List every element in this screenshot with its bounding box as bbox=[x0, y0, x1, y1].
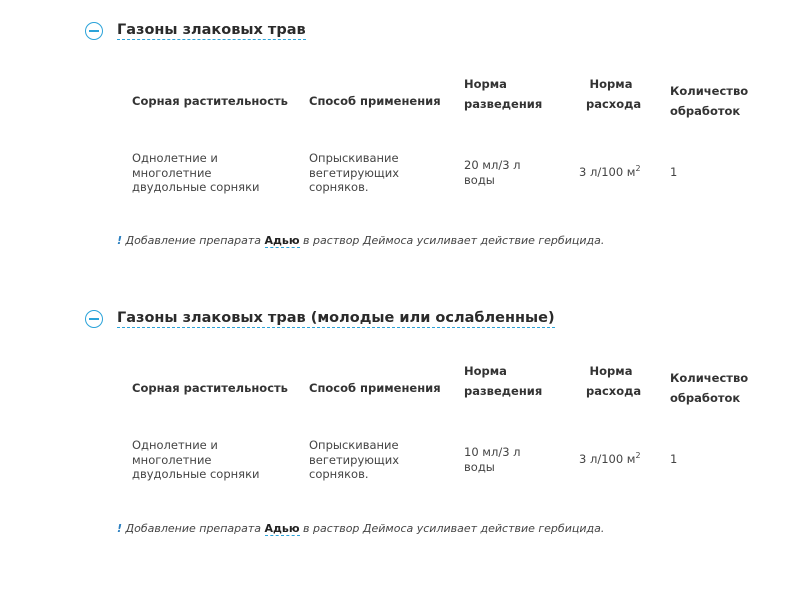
cell-weeds bbox=[132, 438, 260, 482]
col-header-dilution bbox=[464, 74, 542, 114]
cell-weeds-line: Однолетние и bbox=[132, 151, 218, 165]
col-header-dilution-line1: Норма bbox=[464, 77, 507, 91]
note-exclamation: ! bbox=[117, 522, 123, 535]
cell-weeds-line: двудольные сорняки bbox=[132, 180, 260, 194]
cell-method-line: Опрыскивание bbox=[309, 438, 399, 452]
section-lawns-weak bbox=[0, 307, 800, 547]
col-header-rate-line1: Норма bbox=[589, 364, 633, 378]
note-exclamation: ! bbox=[117, 234, 123, 247]
cell-dilution bbox=[464, 445, 521, 474]
cell-rate-value: 3 л/100 м bbox=[579, 165, 636, 179]
cell-weeds-line: многолетние bbox=[132, 165, 212, 180]
product-link-adyu[interactable]: Адью bbox=[264, 522, 300, 535]
cell-weeds-line: двудольные сорняки bbox=[132, 467, 260, 481]
note-text-after: в раствор Деймоса усиливает действие гербицида. bbox=[299, 522, 605, 535]
cell-rate bbox=[579, 452, 641, 467]
cell-method bbox=[309, 438, 399, 482]
cell-dilution-line: 20 мл/3 л bbox=[464, 158, 521, 172]
col-header-dilution-line1: Норма bbox=[464, 364, 507, 378]
note-text-before: Добавление препарата bbox=[122, 522, 265, 535]
col-header-rate bbox=[586, 74, 642, 114]
cell-method-line: вегетирующих bbox=[309, 452, 400, 467]
section-title[interactable]: Газоны злаковых трав (молодые или ослабленные) bbox=[117, 310, 555, 326]
col-header-count-line2: обработок bbox=[670, 391, 741, 405]
note-text-after: в раствор Деймоса усиливает действие гербицида. bbox=[299, 234, 605, 247]
herbicide-note bbox=[117, 522, 604, 535]
cell-dilution-line: 10 мл/3 л bbox=[464, 445, 521, 459]
col-header-method: Способ применения bbox=[309, 381, 441, 395]
herbicide-note bbox=[117, 234, 604, 247]
cell-dilution-line: воды bbox=[464, 459, 495, 474]
cell-weeds bbox=[132, 151, 260, 195]
cell-method-line: вегетирующих bbox=[309, 165, 400, 180]
col-header-rate-line2: расхода bbox=[586, 384, 642, 398]
cell-rate-sup: 2 bbox=[635, 451, 641, 460]
minus-circle-icon[interactable] bbox=[85, 22, 103, 40]
cell-method-line: сорняков. bbox=[309, 180, 369, 194]
cell-weeds-line: Однолетние и bbox=[132, 438, 218, 452]
col-header-rate bbox=[586, 361, 642, 401]
col-header-dilution bbox=[464, 361, 542, 401]
minus-circle-icon[interactable] bbox=[85, 310, 103, 328]
cell-weeds-line: многолетние bbox=[132, 452, 212, 467]
col-header-count bbox=[670, 368, 748, 408]
cell-method-line: сорняков. bbox=[309, 467, 369, 481]
cell-rate-value: 3 л/100 м bbox=[579, 452, 636, 466]
section-header[interactable] bbox=[85, 19, 306, 43]
col-header-count-line2: обработок bbox=[670, 104, 741, 118]
col-header-rate-line1: Норма bbox=[589, 77, 633, 91]
note-text-before: Добавление препарата bbox=[122, 234, 265, 247]
cell-rate-sup: 2 bbox=[635, 164, 641, 173]
col-header-count bbox=[670, 81, 748, 121]
cell-method-line: Опрыскивание bbox=[309, 151, 399, 165]
section-header[interactable] bbox=[85, 307, 555, 331]
cell-count: 1 bbox=[670, 452, 678, 466]
cell-rate bbox=[579, 165, 641, 180]
cell-dilution bbox=[464, 158, 521, 187]
col-header-weeds: Сорная растительность bbox=[132, 381, 288, 395]
col-header-count-line1: Количество bbox=[670, 371, 749, 385]
col-header-dilution-line2: разведения bbox=[464, 384, 543, 398]
cell-method bbox=[309, 151, 399, 195]
product-link-adyu[interactable]: Адью bbox=[264, 234, 300, 247]
col-header-rate-line2: расхода bbox=[586, 97, 642, 111]
cell-count: 1 bbox=[670, 165, 678, 179]
section-title[interactable]: Газоны злаковых трав bbox=[117, 22, 306, 38]
cell-dilution-line: воды bbox=[464, 172, 495, 187]
col-header-method: Способ применения bbox=[309, 94, 441, 108]
col-header-weeds: Сорная растительность bbox=[132, 94, 288, 108]
col-header-dilution-line2: разведения bbox=[464, 97, 543, 111]
col-header-count-line1: Количество bbox=[670, 84, 749, 98]
section-lawns bbox=[0, 19, 800, 259]
